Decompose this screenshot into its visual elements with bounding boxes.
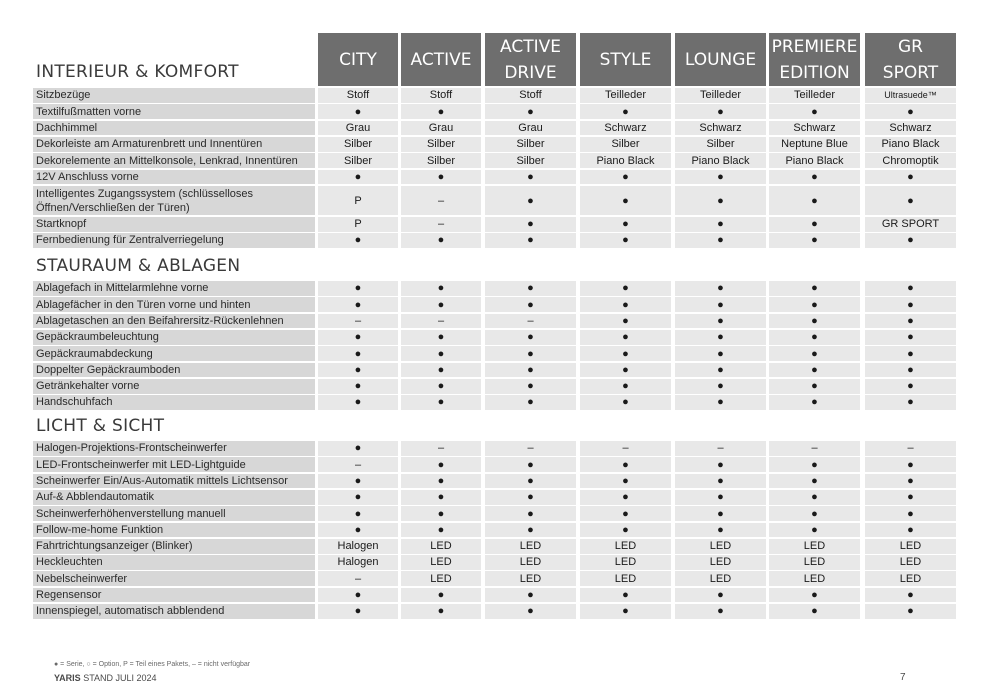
spec-cell: ● (865, 297, 956, 312)
row-label: Auf-& Abblendautomatik (33, 490, 315, 505)
spec-cell: ● (401, 233, 481, 248)
row-label: Dekorelemente an Mittelkonsole, Lenkrad, Innentüren (33, 153, 315, 168)
spec-cell: ● (580, 395, 671, 410)
spec-cell: ● (401, 506, 481, 521)
spec-cell: – (401, 441, 481, 456)
spec-cell: LED (401, 539, 481, 554)
spec-cell: ● (401, 104, 481, 119)
spec-cell: ● (865, 346, 956, 361)
spec-cell: ● (318, 604, 398, 619)
spec-cell: ● (769, 490, 860, 505)
spec-cell: ● (769, 330, 860, 345)
spec-cell: Schwarz (580, 121, 671, 136)
spec-cell: ● (865, 457, 956, 472)
spec-cell: ● (769, 474, 860, 489)
spec-cell: ● (675, 330, 766, 345)
spec-cell: Schwarz (769, 121, 860, 136)
spec-cell: LED (485, 571, 576, 586)
spec-cell: Silber (401, 153, 481, 168)
spec-cell: Schwarz (865, 121, 956, 136)
spec-cell: ● (580, 379, 671, 394)
spec-cell: Silber (318, 137, 398, 152)
spec-cell: ● (675, 104, 766, 119)
spec-cell: ● (769, 523, 860, 538)
spec-cell: ● (769, 186, 860, 216)
spec-cell: ● (865, 506, 956, 521)
spec-cell: LED (485, 555, 576, 570)
spec-cell: Teilleder (580, 88, 671, 103)
row-label: LED-Frontscheinwerfer mit LED-Lightguide (33, 457, 315, 472)
spec-cell: ● (318, 490, 398, 505)
spec-cell: ● (580, 281, 671, 296)
column-header-label: CITY (339, 49, 377, 70)
spec-cell: ● (580, 297, 671, 312)
spec-cell: ● (865, 233, 956, 248)
spec-cell: ● (675, 474, 766, 489)
spec-cell: – (580, 441, 671, 456)
spec-cell: – (401, 314, 481, 329)
spec-cell: – (318, 571, 398, 586)
spec-cell: ● (485, 604, 576, 619)
spec-cell: ● (485, 523, 576, 538)
spec-cell: – (401, 186, 481, 216)
spec-cell: ● (580, 457, 671, 472)
column-header (675, 33, 766, 86)
spec-cell: ● (675, 314, 766, 329)
spec-cell: LED (675, 539, 766, 554)
spec-cell: ● (865, 474, 956, 489)
row-label: Ablagefach in Mittelarmlehne vorne (33, 281, 315, 296)
spec-cell: ● (769, 588, 860, 603)
row-label: Dekorleiste am Armaturenbrett und Innentüren (33, 137, 315, 152)
page-number: 7 (900, 672, 906, 683)
spec-cell: ● (318, 170, 398, 185)
spec-cell: ● (580, 604, 671, 619)
row-label: Gepäckraumbeleuchtung (33, 330, 315, 345)
spec-cell: – (318, 457, 398, 472)
footer-stand: STAND JULI 2024 (80, 673, 157, 683)
spec-cell: Piano Black (580, 153, 671, 168)
spec-cell: ● (769, 457, 860, 472)
column-header (580, 33, 671, 86)
spec-cell: ● (769, 233, 860, 248)
section-title: LICHT & SICHT (36, 416, 165, 436)
spec-cell: ● (318, 233, 398, 248)
spec-cell: ● (401, 395, 481, 410)
spec-cell: – (865, 441, 956, 456)
spec-cell: LED (401, 571, 481, 586)
row-label: 12V Anschluss vorne (33, 170, 315, 185)
spec-cell: ● (580, 588, 671, 603)
spec-cell: ● (675, 490, 766, 505)
spec-cell: ● (485, 379, 576, 394)
column-header-label: PREMIERE EDITION (771, 36, 858, 83)
spec-cell: ● (401, 588, 481, 603)
spec-cell: Grau (485, 121, 576, 136)
spec-cell: ● (485, 104, 576, 119)
spec-cell: ● (580, 314, 671, 329)
spec-cell: LED (769, 571, 860, 586)
spec-cell: Silber (318, 153, 398, 168)
spec-cell: ● (318, 588, 398, 603)
spec-cell: Grau (401, 121, 481, 136)
spec-cell: LED (485, 539, 576, 554)
spec-cell: LED (580, 571, 671, 586)
spec-cell: ● (865, 588, 956, 603)
spec-cell: ● (401, 281, 481, 296)
legend-footnote: ● = Serie, ○ = Option, P = Teil eines Pakets, – = nicht verfügbar (54, 661, 251, 668)
column-header-label: GR SPORT (882, 36, 939, 83)
row-label: Fernbedienung für Zentralverriegelung (33, 233, 315, 248)
spec-cell: ● (318, 474, 398, 489)
spec-cell: ● (580, 170, 671, 185)
spec-cell: LED (580, 539, 671, 554)
spec-cell: LED (580, 555, 671, 570)
spec-cell: ● (675, 506, 766, 521)
spec-cell: ● (580, 506, 671, 521)
spec-cell: ● (865, 523, 956, 538)
spec-cell: ● (675, 297, 766, 312)
spec-cell: ● (675, 604, 766, 619)
column-header-label: ACTIVE DRIVE (500, 36, 561, 83)
spec-cell: ● (769, 281, 860, 296)
spec-cell: Silber (580, 137, 671, 152)
column-header (485, 33, 576, 86)
row-label: Intelligentes Zugangssystem (schlüsselloses Öffnen/Verschließen der Türen) (33, 186, 315, 216)
spec-cell: ● (401, 457, 481, 472)
column-header (769, 33, 860, 86)
spec-cell: ● (675, 170, 766, 185)
spec-cell: ● (580, 490, 671, 505)
column-header-label: STYLE (599, 49, 652, 70)
spec-cell: Teilleder (675, 88, 766, 103)
spec-cell: ● (865, 104, 956, 119)
spec-cell: – (485, 441, 576, 456)
row-label: Getränkehalter vorne (33, 379, 315, 394)
spec-cell: Silber (485, 137, 576, 152)
spec-cell: ● (769, 170, 860, 185)
spec-cell: P (318, 186, 398, 216)
spec-cell: ● (580, 346, 671, 361)
column-header (318, 33, 398, 86)
spec-cell: ● (485, 506, 576, 521)
spec-cell: ● (318, 523, 398, 538)
spec-cell: Ultrasuede™ (865, 88, 956, 103)
column-header (401, 33, 481, 86)
spec-cell: ● (675, 379, 766, 394)
spec-cell: ● (580, 104, 671, 119)
spec-cell: – (769, 441, 860, 456)
row-label: Scheinwerfer Ein/Aus-Automatik mittels Lichtsensor (33, 474, 315, 489)
spec-cell: ● (675, 457, 766, 472)
row-label: Startknopf (33, 217, 315, 232)
row-label: Ablagefächer in den Türen vorne und hinten (33, 297, 315, 312)
spec-cell: ● (865, 490, 956, 505)
spec-cell: ● (865, 604, 956, 619)
spec-cell: ● (865, 314, 956, 329)
row-label: Doppelter Gepäckraumboden (33, 363, 315, 378)
spec-cell: Piano Black (675, 153, 766, 168)
row-label: Dachhimmel (33, 121, 315, 136)
column-header-label: LOUNGE (684, 49, 757, 70)
spec-cell: ● (675, 523, 766, 538)
spec-cell: ● (675, 281, 766, 296)
row-label: Heckleuchten (33, 555, 315, 570)
spec-cell: Halogen (318, 555, 398, 570)
spec-cell: ● (675, 186, 766, 216)
row-label: Follow-me-home Funktion (33, 523, 315, 538)
spec-cell: LED (769, 555, 860, 570)
spec-cell: Teilleder (769, 88, 860, 103)
spec-cell: ● (318, 330, 398, 345)
spec-cell: LED (675, 571, 766, 586)
spec-cell: ● (675, 395, 766, 410)
spec-cell: Silber (485, 153, 576, 168)
spec-cell: ● (318, 441, 398, 456)
spec-cell: ● (401, 474, 481, 489)
row-label: Gepäckraumabdeckung (33, 346, 315, 361)
spec-cell: ● (401, 297, 481, 312)
spec-cell: ● (769, 314, 860, 329)
row-label: Innenspiegel, automatisch abblendend (33, 604, 315, 619)
spec-cell: ● (580, 186, 671, 216)
spec-cell: ● (865, 379, 956, 394)
spec-cell: ● (769, 379, 860, 394)
row-label: Halogen-Projektions-Frontscheinwerfer (33, 441, 315, 456)
footer-brand: YARIS (54, 673, 81, 683)
spec-cell: ● (401, 330, 481, 345)
spec-cell: ● (401, 604, 481, 619)
spec-cell: GR SPORT (865, 217, 956, 232)
spec-cell: Piano Black (769, 153, 860, 168)
spec-cell: LED (865, 539, 956, 554)
spec-cell: ● (485, 490, 576, 505)
row-label: Sitzbezüge (33, 88, 315, 103)
spec-cell: ● (485, 588, 576, 603)
spec-cell: ● (675, 363, 766, 378)
spec-cell: Silber (675, 137, 766, 152)
spec-cell: ● (580, 217, 671, 232)
spec-cell: ● (318, 346, 398, 361)
spec-cell: ● (318, 379, 398, 394)
spec-cell: ● (675, 588, 766, 603)
spec-cell: Stoff (401, 88, 481, 103)
spec-cell: ● (485, 297, 576, 312)
spec-cell: ● (675, 346, 766, 361)
spec-cell: ● (485, 395, 576, 410)
spec-cell: – (485, 314, 576, 329)
spec-cell: Piano Black (865, 137, 956, 152)
spec-cell: Stoff (485, 88, 576, 103)
spec-cell: ● (865, 330, 956, 345)
column-header-label: ACTIVE (410, 49, 472, 70)
column-header (865, 33, 956, 86)
spec-cell: ● (318, 363, 398, 378)
spec-cell: Neptune Blue (769, 137, 860, 152)
spec-cell: ● (769, 363, 860, 378)
spec-cell: ● (865, 363, 956, 378)
spec-cell: – (401, 217, 481, 232)
spec-cell: ● (675, 217, 766, 232)
spec-cell: ● (580, 363, 671, 378)
spec-cell: ● (865, 281, 956, 296)
spec-cell: ● (769, 297, 860, 312)
spec-cell: LED (675, 555, 766, 570)
spec-cell: ● (769, 604, 860, 619)
spec-cell: ● (485, 457, 576, 472)
spec-cell: LED (769, 539, 860, 554)
spec-cell: ● (485, 233, 576, 248)
spec-cell: ● (485, 217, 576, 232)
row-label: Ablagetaschen an den Beifahrersitz-Rückenlehnen (33, 314, 315, 329)
spec-cell: P (318, 217, 398, 232)
spec-cell: ● (865, 170, 956, 185)
row-label: Textilfußmatten vorne (33, 104, 315, 119)
spec-cell: ● (401, 346, 481, 361)
spec-cell: ● (318, 506, 398, 521)
spec-cell: ● (580, 474, 671, 489)
spec-cell: ● (318, 281, 398, 296)
spec-cell: ● (580, 233, 671, 248)
spec-cell: ● (580, 523, 671, 538)
spec-cell: ● (865, 395, 956, 410)
spec-cell: ● (485, 330, 576, 345)
spec-cell: ● (401, 170, 481, 185)
spec-cell: ● (675, 233, 766, 248)
row-label: Handschuhfach (33, 395, 315, 410)
row-label: Fahrtrichtungsanzeiger (Blinker) (33, 539, 315, 554)
spec-cell: Silber (401, 137, 481, 152)
spec-cell: Stoff (318, 88, 398, 103)
spec-cell: ● (769, 217, 860, 232)
spec-cell: ● (769, 395, 860, 410)
spec-cell: Halogen (318, 539, 398, 554)
spec-cell: ● (318, 297, 398, 312)
spec-cell: ● (401, 363, 481, 378)
row-label: Nebelscheinwerfer (33, 571, 315, 586)
spec-cell: Grau (318, 121, 398, 136)
section-title: STAURAUM & ABLAGEN (36, 256, 241, 276)
spec-cell: Schwarz (675, 121, 766, 136)
spec-cell: ● (485, 363, 576, 378)
spec-cell: LED (865, 555, 956, 570)
spec-cell: ● (769, 104, 860, 119)
spec-cell: – (675, 441, 766, 456)
spec-cell: ● (769, 346, 860, 361)
spec-cell: Chromoptik (865, 153, 956, 168)
spec-cell: ● (485, 346, 576, 361)
spec-cell: ● (401, 490, 481, 505)
section-title: INTERIEUR & KOMFORT (36, 62, 239, 82)
spec-cell: ● (318, 395, 398, 410)
spec-cell: ● (769, 506, 860, 521)
spec-cell: ● (485, 474, 576, 489)
spec-cell: LED (401, 555, 481, 570)
row-label: Regensensor (33, 588, 315, 603)
spec-cell: ● (485, 170, 576, 185)
spec-cell: ● (401, 523, 481, 538)
spec-cell: ● (318, 104, 398, 119)
footer-brand-line (54, 673, 157, 683)
spec-cell: ● (401, 379, 481, 394)
spec-cell: ● (865, 186, 956, 216)
spec-cell: ● (580, 330, 671, 345)
row-label: Scheinwerferhöhenverstellung manuell (33, 506, 315, 521)
spec-cell: ● (485, 281, 576, 296)
spec-cell: LED (865, 571, 956, 586)
spec-cell: ● (485, 186, 576, 216)
spec-cell: – (318, 314, 398, 329)
